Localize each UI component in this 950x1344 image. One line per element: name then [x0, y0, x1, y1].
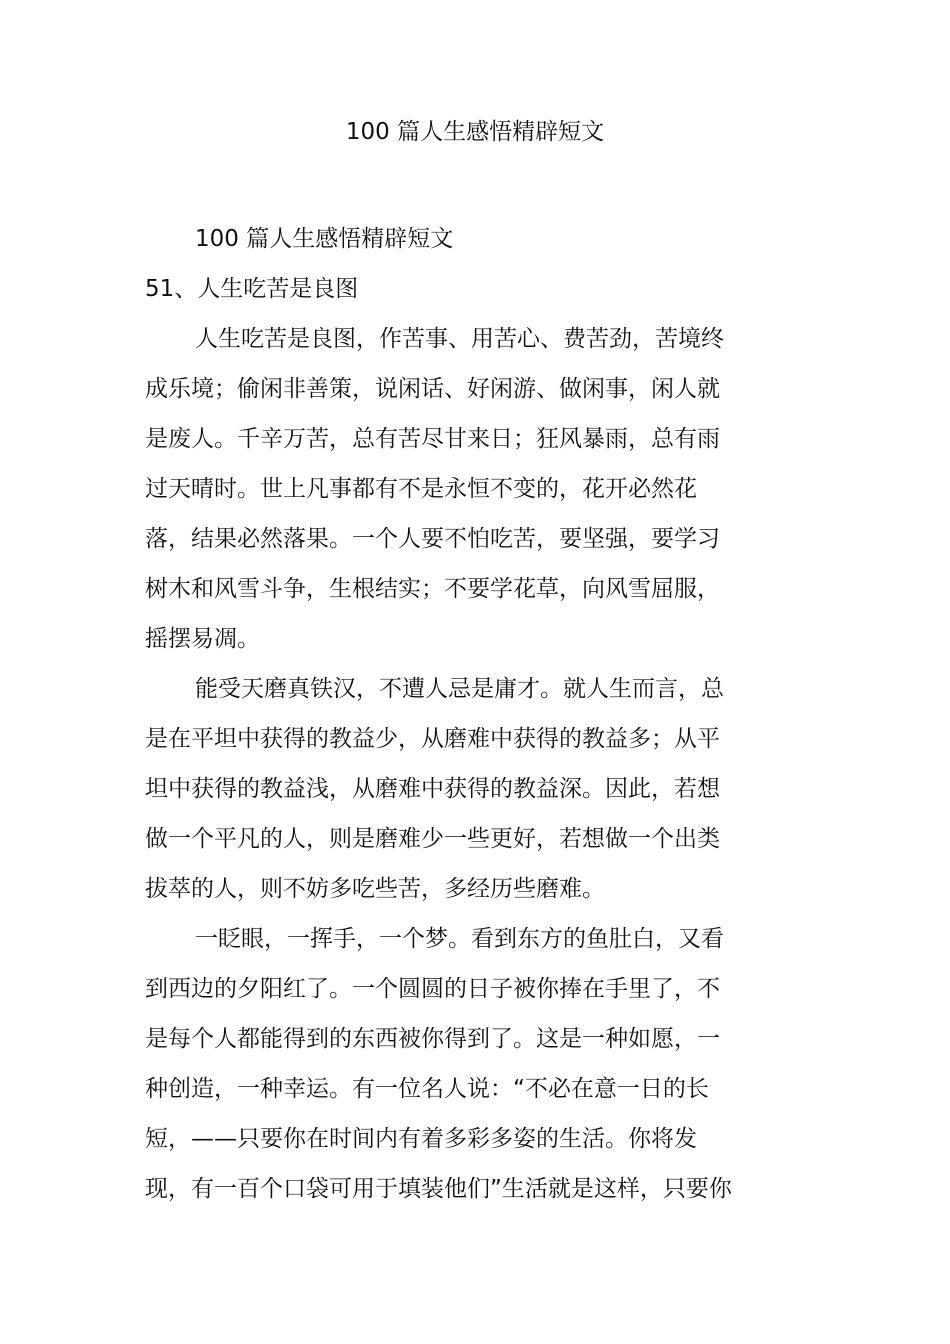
- paragraph-1: [145, 314, 805, 664]
- paragraph-line: 成乐境；偷闲非善策，说闲话、好闲游、做闲事，闲人就: [145, 376, 720, 402]
- paragraph-line: 种创造，一种幸运。有一位名人说：“不必在意一日的长: [145, 1076, 709, 1102]
- paragraph-2: [145, 664, 805, 914]
- paragraph-line: 到西边的夕阳红了。一个圆圆的日子被你捧在手里了，不: [145, 976, 720, 1002]
- paragraph-line: 摇摆易凋。: [145, 626, 260, 652]
- paragraph-line: 现，有一百个口袋可用于填装他们”生活就是这样，只要你: [145, 1176, 732, 1202]
- paragraph-line: 落，结果必然落果。一个人要不怕吃苦，要坚强，要学习: [145, 526, 720, 552]
- paragraph-line: 是在平坦中获得的教益少，从磨难中获得的教益多；从平: [145, 726, 720, 752]
- paragraph-line: 过天晴时。世上凡事都有不是永恒不变的，花开必然花: [145, 476, 697, 502]
- document-title: 100 篇人生感悟精辟短文: [345, 119, 605, 145]
- paragraph-line: 一眨眼，一挥手，一个梦。看到东方的鱼肚白，又看: [195, 926, 724, 952]
- paragraph-3: [145, 914, 805, 1214]
- paragraph-line: 是废人。千辛万苦，总有苦尽甘来日；狂风暴雨，总有雨: [145, 426, 720, 452]
- paragraph-line: 树木和风雪斗争，生根结实；不要学花草，向风雪屈服，: [145, 576, 720, 602]
- paragraph-line: 短，——只要你在时间内有着多彩多姿的生活。你将发: [145, 1126, 697, 1152]
- document-subtitle: 100 篇人生感悟精辟短文: [195, 226, 454, 252]
- paragraph-line: 人生吃苦是良图，作苦事、用苦心、费苦劲，苦境终: [195, 326, 724, 352]
- paragraph-line: 是每个人都能得到的东西被你得到了。这是一种如愿，一: [145, 1026, 720, 1052]
- section-heading: 51、人生吃苦是良图: [145, 276, 359, 302]
- paragraph-line: 能受天磨真铁汉，不遭人忌是庸才。就人生而言，总: [195, 676, 724, 702]
- document-body: [145, 214, 805, 1214]
- paragraph-line: 做一个平凡的人，则是磨难少一些更好，若想做一个出类: [145, 826, 720, 852]
- paragraph-line: 拔萃的人，则不妨多吃些苦，多经历些磨难。: [145, 876, 605, 902]
- paragraph-line: 坦中获得的教益浅，从磨难中获得的教益深。因此，若想: [145, 776, 720, 802]
